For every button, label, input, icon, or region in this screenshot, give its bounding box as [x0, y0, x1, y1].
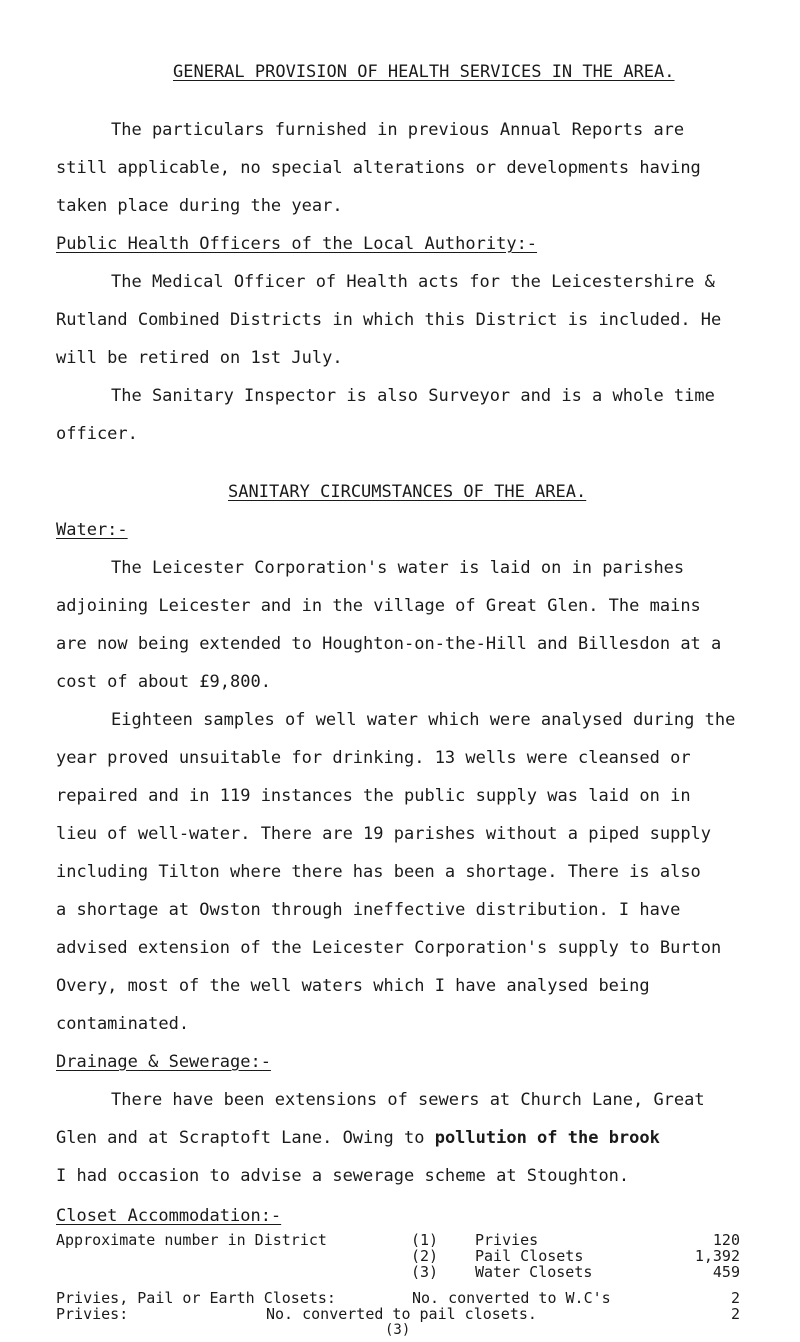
- conversion-2-label: Privies:: [56, 1305, 129, 1323]
- drainage-line-2-emphasis: pollution of the brook: [434, 1128, 660, 1148]
- conversion-1-text: No. converted to W.C's: [412, 1289, 611, 1307]
- heading-general-provision: GENERAL PROVISION OF HEALTH SERVICES IN THE AREA.: [173, 62, 675, 82]
- officers-line-1: The Medical Officer of Health acts for the Leicestershire &: [111, 272, 715, 292]
- drainage-heading: Drainage & Sewerage:-: [56, 1052, 271, 1072]
- drainage-line-3: I had occasion to advise a sewerage scheme at Stoughton.: [56, 1166, 630, 1186]
- water-line-10: a shortage at Owston through ineffective distribution. I have: [56, 900, 681, 920]
- drainage-line-1: There have been extensions of sewers at Church Lane, Great: [111, 1090, 705, 1110]
- closet-row-number: (2): [411, 1247, 439, 1265]
- heading-sanitary-circumstances: SANITARY CIRCUMSTANCES OF THE AREA.: [228, 482, 587, 502]
- closet-row-name: Privies: [475, 1231, 539, 1249]
- water-line-5: Eighteen samples of well water which were analysed during the: [111, 710, 736, 730]
- officers-line-5: officer.: [56, 424, 138, 444]
- officers-heading: Public Health Officers of the Local Authority:-: [56, 234, 538, 254]
- closet-row-value: 1,392: [694, 1247, 740, 1265]
- water-line-2: adjoining Leicester and in the village of Great Glen. The mains: [56, 596, 701, 616]
- closet-row-value: 120: [712, 1231, 740, 1249]
- closet-row-number: (1): [411, 1231, 439, 1249]
- closet-row-name: Water Closets: [475, 1263, 593, 1281]
- officers-line-4: The Sanitary Inspector is also Surveyor and is a whole time: [111, 386, 715, 406]
- intro-line-1: The particulars furnished in previous Annual Reports are: [111, 120, 685, 140]
- water-line-11: advised extension of the Leicester Corporation's supply to Burton: [56, 938, 722, 958]
- water-line-1: The Leicester Corporation's water is laid on in parishes: [111, 558, 685, 578]
- intro-line-3: taken place during the year.: [56, 196, 343, 216]
- water-line-12: Overy, most of the well waters which I have analysed being: [56, 976, 650, 996]
- water-line-4: cost of about £9,800.: [56, 672, 271, 692]
- closet-row-value: 459: [712, 1263, 740, 1281]
- drainage-line-2: [56, 1128, 660, 1148]
- closet-district-label: Approximate number in District: [56, 1231, 327, 1249]
- water-line-3: are now being extended to Houghton-on-the-Hill and Billesdon at a: [56, 634, 722, 654]
- conversion-2-value: 2: [730, 1305, 740, 1323]
- water-line-9: including Tilton where there has been a shortage. There is also: [56, 862, 701, 882]
- closet-heading: Closet Accommodation:-: [56, 1206, 282, 1226]
- closet-row-name: Pail Closets: [475, 1247, 584, 1265]
- page-number: (3): [385, 1322, 411, 1338]
- conversion-1-label: Privies, Pail or Earth Closets:: [56, 1289, 336, 1307]
- officers-line-3: will be retired on 1st July.: [56, 348, 343, 368]
- officers-line-2: Rutland Combined Districts in which this District is included. He: [56, 310, 722, 330]
- conversion-2-text: No. converted to pail closets.: [266, 1305, 537, 1323]
- water-heading: Water:-: [56, 520, 128, 540]
- water-line-13: contaminated.: [56, 1014, 190, 1034]
- intro-line-2: still applicable, no special alterations or developments having: [56, 158, 701, 178]
- conversion-1-value: 2: [730, 1289, 740, 1307]
- water-line-7: repaired and in 119 instances the public supply was laid on in: [56, 786, 691, 806]
- drainage-line-2-text: Glen and at Scraptoft Lane. Owing to: [56, 1128, 435, 1148]
- water-line-8: lieu of well-water. There are 19 parishes without a piped supply: [56, 824, 712, 844]
- water-line-6: year proved unsuitable for drinking. 13 wells were cleansed or: [56, 748, 691, 768]
- closet-row-number: (3): [411, 1263, 439, 1281]
